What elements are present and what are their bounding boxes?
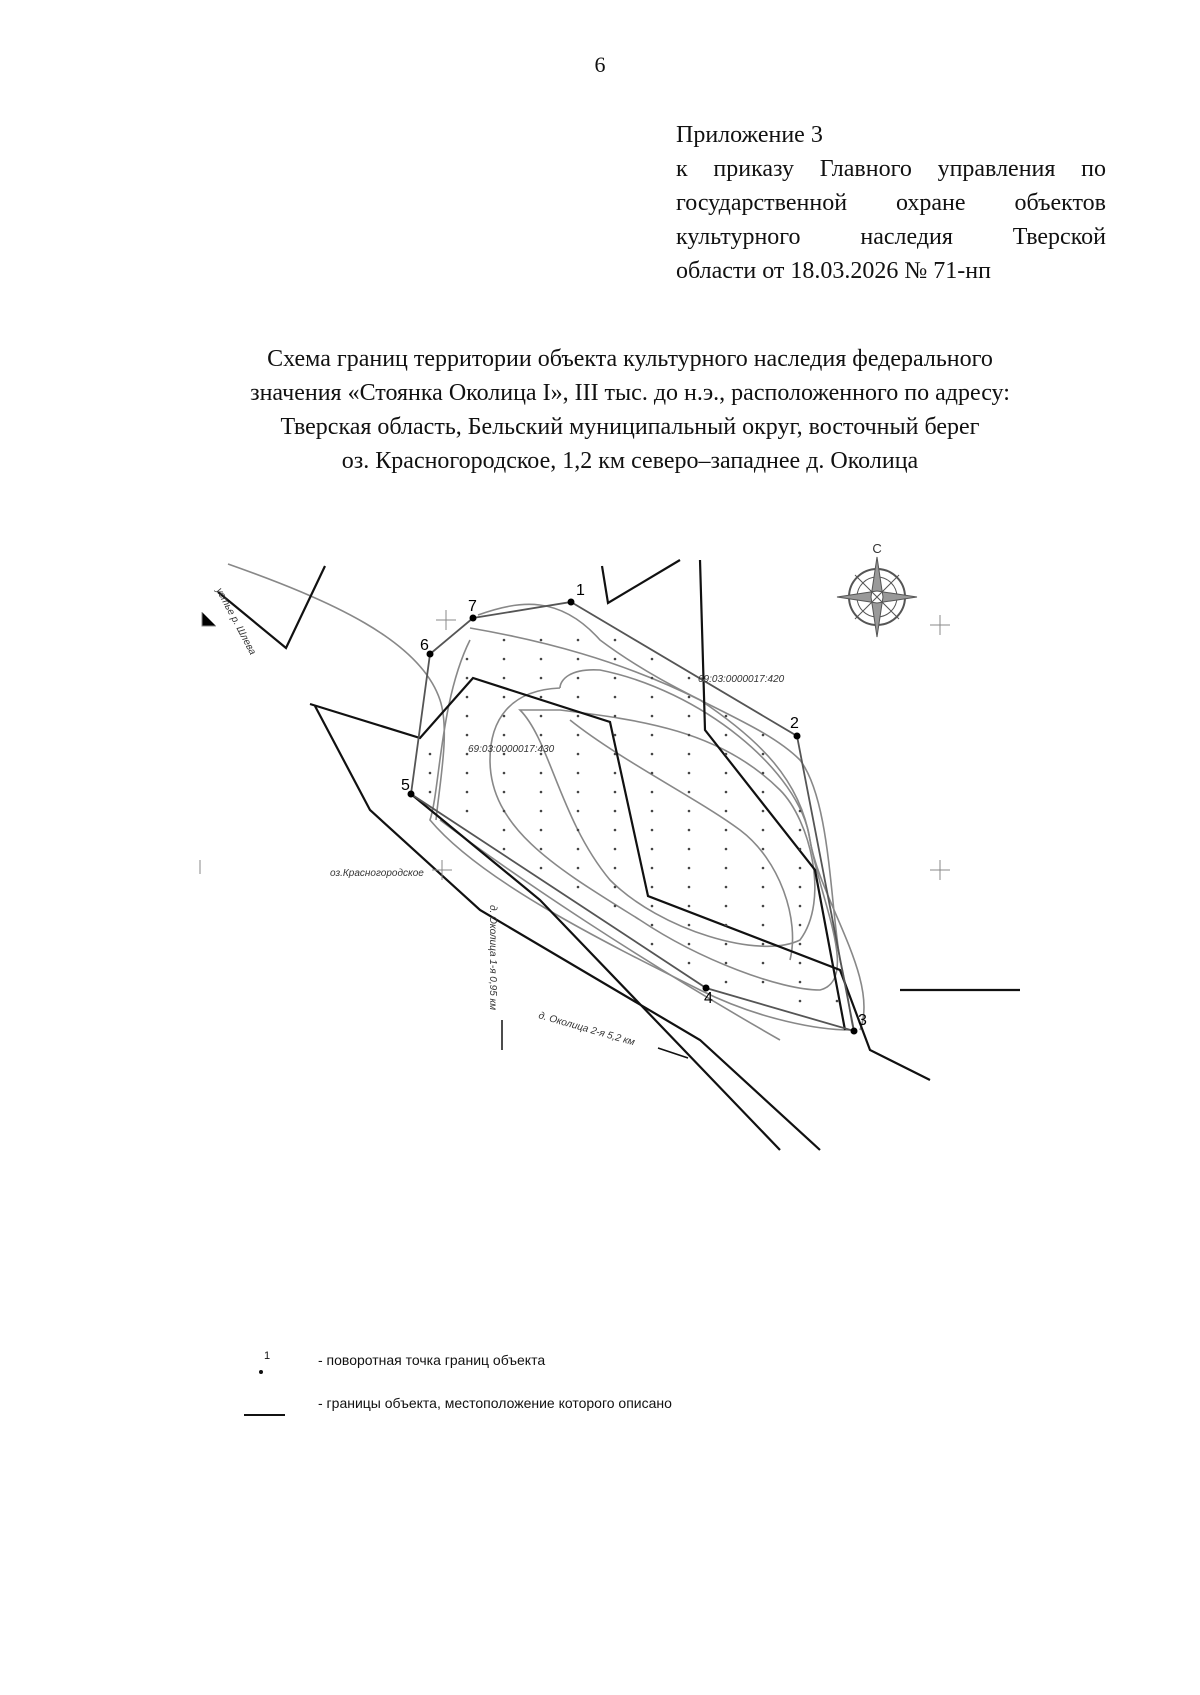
terrain-dot (577, 715, 580, 718)
terrain-dot (577, 810, 580, 813)
terrain-dot (577, 696, 580, 699)
terrain-dot (614, 829, 617, 832)
terrain-dot (799, 981, 802, 984)
terrain-dot (725, 848, 728, 851)
terrain-dot (725, 791, 728, 794)
legend-line-text: - границы объекта, местоположение которого описано (318, 1395, 672, 1411)
terrain-dot (503, 696, 506, 699)
compass-north-label: С (872, 541, 882, 556)
terrain-dot (651, 696, 654, 699)
turning-point (470, 615, 477, 622)
lake-label: оз.Красногородское (330, 868, 424, 879)
terrain-dot (614, 639, 617, 642)
terrain-dot (688, 829, 691, 832)
title-line: Тверская область, Бельский муниципальный округ, восточный берег (280, 414, 980, 440)
terrain-dot (651, 810, 654, 813)
terrain-dot (503, 791, 506, 794)
terrain-dot (799, 810, 802, 813)
page-number: 6 (594, 52, 606, 77)
point-label: 2 (790, 715, 799, 732)
terrain-dot (799, 924, 802, 927)
point-label: 5 (401, 777, 410, 794)
terrain-dot (762, 734, 765, 737)
appendix-line: культурного наследия Тверской (676, 224, 1106, 250)
terrain-dot (540, 810, 543, 813)
terrain-dot (688, 734, 691, 737)
terrain-dot (614, 867, 617, 870)
legend-point-icon (259, 1370, 263, 1374)
terrain-dot (725, 924, 728, 927)
terrain-dot (429, 791, 432, 794)
terrain-dot (725, 810, 728, 813)
road-direction-label: д. Околица 2-я 5,2 км (537, 1010, 636, 1049)
terrain-dot (799, 962, 802, 965)
terrain-dot (725, 829, 728, 832)
point-label: 3 (858, 1012, 867, 1029)
appendix-line: к приказу Главного управления по (676, 156, 1106, 182)
terrain-dot (688, 962, 691, 965)
legend-point-text: - поворотная точка границ объекта (318, 1352, 546, 1368)
terrain-dot (503, 772, 506, 775)
terrain-dot (651, 753, 654, 756)
terrain-dot (651, 658, 654, 661)
appendix-line: государственной охране объектов (676, 190, 1106, 216)
terrain-dot (762, 962, 765, 965)
terrain-dot (799, 886, 802, 889)
terrain-dot (688, 677, 691, 680)
terrain-dot (762, 829, 765, 832)
terrain-dot (466, 658, 469, 661)
terrain-dot (762, 943, 765, 946)
terrain-dot (540, 734, 543, 737)
terrain-dot (651, 848, 654, 851)
terrain-dot (503, 715, 506, 718)
terrain-dot (466, 810, 469, 813)
terrain-dot (466, 715, 469, 718)
compass-rose-icon (837, 541, 917, 637)
terrain-dot (762, 810, 765, 813)
terrain-dot (651, 867, 654, 870)
terrain-dot (614, 905, 617, 908)
terrain-dot (466, 791, 469, 794)
terrain-dot (540, 715, 543, 718)
point-label: 7 (468, 598, 477, 615)
appendix-line: области от 18.03.2026 № 71-нп (676, 258, 991, 284)
point-label: 4 (704, 990, 713, 1007)
terrain-dot (725, 753, 728, 756)
terrain-dot (799, 867, 802, 870)
terrain-dot (725, 943, 728, 946)
terrain-dot (725, 734, 728, 737)
river-label: устье р. Шлева (213, 586, 258, 657)
terrain-dot (577, 791, 580, 794)
terrain-dot (577, 848, 580, 851)
terrain-dot (651, 886, 654, 889)
terrain-dot (688, 905, 691, 908)
terrain-dot (577, 677, 580, 680)
terrain-dot (651, 734, 654, 737)
terrain-dot (503, 810, 506, 813)
terrain-dot (614, 734, 617, 737)
terrain-dot (466, 677, 469, 680)
terrain-dot (503, 848, 506, 851)
terrain-dot (614, 791, 617, 794)
turning-point (568, 599, 575, 606)
terrain-dot (577, 753, 580, 756)
terrain-dot (614, 810, 617, 813)
terrain-dot (614, 753, 617, 756)
terrain-dot (614, 772, 617, 775)
terrain-dot (577, 886, 580, 889)
terrain-dot (651, 943, 654, 946)
road-direction-label: д. Околица 1-я 0,95 км (487, 905, 498, 1011)
terrain-dot (651, 905, 654, 908)
terrain-dot (688, 848, 691, 851)
terrain-dot (688, 791, 691, 794)
terrain-dot (725, 905, 728, 908)
terrain-dot (688, 772, 691, 775)
terrain-dot (503, 734, 506, 737)
terrain-dot (503, 639, 506, 642)
terrain-dot (762, 886, 765, 889)
terrain-dot (799, 905, 802, 908)
terrain-dot (688, 753, 691, 756)
terrain-dot (540, 696, 543, 699)
terrain-dot (540, 848, 543, 851)
terrain-dot (429, 772, 432, 775)
terrain-dot (688, 924, 691, 927)
terrain-dot (725, 962, 728, 965)
title-line: Схема границ территории объекта культурного наследия федерального (267, 346, 993, 372)
point-label: 1 (576, 582, 585, 599)
title-line: оз. Красногородское, 1,2 км северо–западнее д. Околица (341, 448, 919, 474)
terrain-dot (540, 772, 543, 775)
terrain-dot (577, 639, 580, 642)
terrain-dot (614, 715, 617, 718)
terrain-dot (762, 848, 765, 851)
legend-point-symbol: 1 (264, 1350, 271, 1362)
terrain-dot (762, 905, 765, 908)
point-label: 6 (420, 637, 429, 654)
terrain-dot (614, 677, 617, 680)
terrain-dot (540, 658, 543, 661)
terrain-dot (577, 658, 580, 661)
terrain-dot (725, 981, 728, 984)
terrain-dot (651, 829, 654, 832)
terrain-dot (725, 886, 728, 889)
contour-lines (228, 564, 864, 1040)
terrain-dot (429, 753, 432, 756)
terrain-dot (577, 829, 580, 832)
appendix-line: Приложение 3 (676, 122, 823, 148)
turning-point (794, 733, 801, 740)
object-boundary (411, 602, 854, 1031)
terrain-dot (799, 1000, 802, 1003)
title-line: значения «Стоянка Околица I», III тыс. до н.э., расположенного по адресу: (250, 380, 1010, 406)
terrain-dot (799, 848, 802, 851)
terrain-dot (540, 867, 543, 870)
terrain-dot (614, 696, 617, 699)
terrain-dot (577, 867, 580, 870)
terrain-dot (503, 677, 506, 680)
turning-point (851, 1028, 858, 1035)
terrain-dot (614, 658, 617, 661)
terrain-dot (762, 867, 765, 870)
terrain-dot (799, 943, 802, 946)
terrain-dot (688, 867, 691, 870)
terrain-dot (651, 791, 654, 794)
terrain-dot (762, 791, 765, 794)
terrain-dot (466, 696, 469, 699)
terrain-dot (725, 772, 728, 775)
terrain-dot (836, 1000, 839, 1003)
terrain-dot (688, 810, 691, 813)
terrain-dot (540, 829, 543, 832)
terrain-dot (688, 715, 691, 718)
terrain-dot (577, 734, 580, 737)
terrain-dot (540, 677, 543, 680)
terrain-dot (651, 772, 654, 775)
terrain-dot (762, 772, 765, 775)
terrain-dot (651, 715, 654, 718)
terrain-dot (799, 829, 802, 832)
terrain-dot (762, 981, 765, 984)
terrain-dot (540, 639, 543, 642)
terrain-dot (466, 772, 469, 775)
terrain-dot (503, 829, 506, 832)
terrain-dot (577, 772, 580, 775)
terrain-dot (688, 943, 691, 946)
terrain-dot (466, 734, 469, 737)
terrain-dot (762, 924, 765, 927)
terrain-dot (762, 753, 765, 756)
terrain-dot (725, 867, 728, 870)
terrain-dot (651, 924, 654, 927)
terrain-dot (725, 715, 728, 718)
cadastral-number: 69:03:0000017:430 (468, 744, 555, 755)
terrain-dot (614, 886, 617, 889)
cadastral-number: 69:03:0000017:420 (698, 674, 785, 685)
terrain-dot (651, 677, 654, 680)
turning-points (401, 582, 867, 1035)
terrain-dot (614, 848, 617, 851)
terrain-dot (503, 658, 506, 661)
roads (218, 560, 1020, 1150)
terrain-dot (688, 696, 691, 699)
grid-crosses (200, 610, 950, 880)
terrain-dot (540, 791, 543, 794)
terrain-dot (688, 886, 691, 889)
